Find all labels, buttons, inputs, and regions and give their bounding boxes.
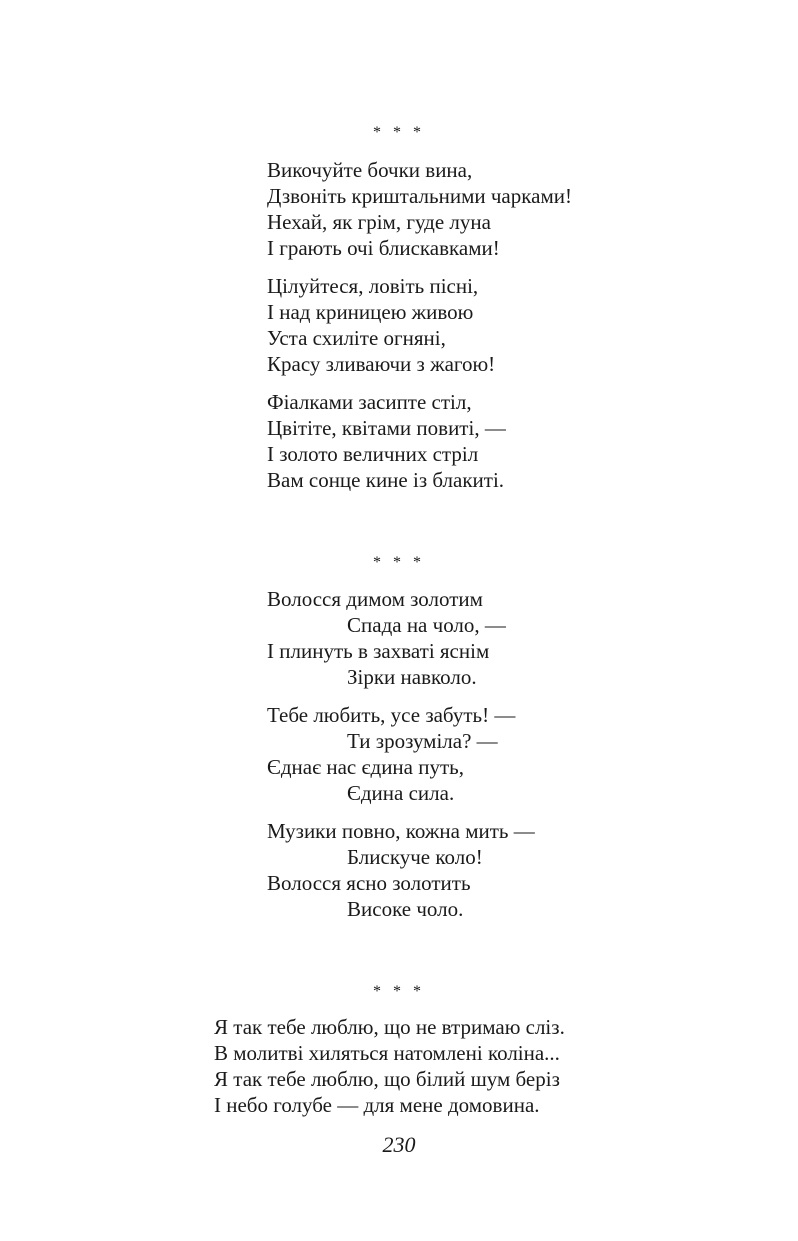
poem-line: Цвітіте, квітами повиті, — (267, 416, 506, 440)
poem-line: Музики повно, кожна мить — (267, 819, 535, 843)
poem-2-separator: * * * (373, 554, 425, 571)
poem-2-stanza-3 (267, 818, 535, 922)
poem-line: В молитві хиляться натомлені коліна... (214, 1041, 560, 1065)
poem-line: Я так тебе люблю, що білий шум беріз (214, 1067, 560, 1091)
poem-3-stanza-1 (214, 1014, 565, 1118)
poem-line: Дзвоніть криштальними чарками! (267, 184, 572, 208)
poem-line: Зірки навколо. (347, 665, 477, 689)
poem-line: І плинуть в захваті яснім (267, 639, 490, 663)
poem-2-stanza-1 (267, 586, 535, 690)
poem-line: Волосся димом золотим (267, 587, 483, 611)
poem-line: Фіалками засипте стіл, (267, 390, 472, 414)
poem-line: Блискуче коло! (347, 845, 483, 869)
poem-line: Уста схиліте огняні, (267, 326, 446, 350)
poem-line: Ти зрозуміла? — (347, 729, 498, 753)
poem-1 (267, 157, 572, 493)
poem-line: Спада на чоло, — (347, 613, 506, 637)
poem-line: Викочуйте бочки вина, (267, 158, 473, 182)
poem-3 (214, 1014, 565, 1118)
poem-line: Тебе любить, усе забуть! — (267, 703, 516, 727)
poem-line: І грають очі блискавками! (267, 236, 500, 260)
poem-line: Я так тебе люблю, що не втримаю сліз. (214, 1015, 565, 1039)
poem-line: І золото величних стріл (267, 442, 479, 466)
poem-line: Високе чоло. (347, 897, 464, 921)
page-number: 230 (382, 1132, 416, 1157)
poem-2 (267, 586, 535, 922)
poem-1-stanza-2 (267, 273, 572, 377)
poem-1-stanza-3 (267, 389, 572, 493)
poem-line: Вам сонце кине із блакиті. (267, 468, 505, 492)
poem-line: І небо голубе — для мене домовина. (214, 1093, 540, 1117)
poem-2-stanza-2 (267, 702, 535, 806)
poem-1-separator: * * * (373, 124, 425, 141)
poem-line: Волосся ясно золотить (267, 871, 471, 895)
poem-line: Цілуйтеся, ловіть пісні, (267, 274, 479, 298)
poem-line: Єдина сила. (347, 781, 455, 805)
poem-1-stanza-1 (267, 157, 572, 261)
poem-3-separator: * * * (373, 983, 425, 1000)
poem-line: Нехай, як грім, гуде луна (267, 210, 491, 234)
poem-line: І над криницею живою (267, 300, 474, 324)
poem-line: Красу зливаючи з жагою! (267, 352, 496, 376)
poem-line: Єднає нас єдина путь, (267, 755, 464, 779)
